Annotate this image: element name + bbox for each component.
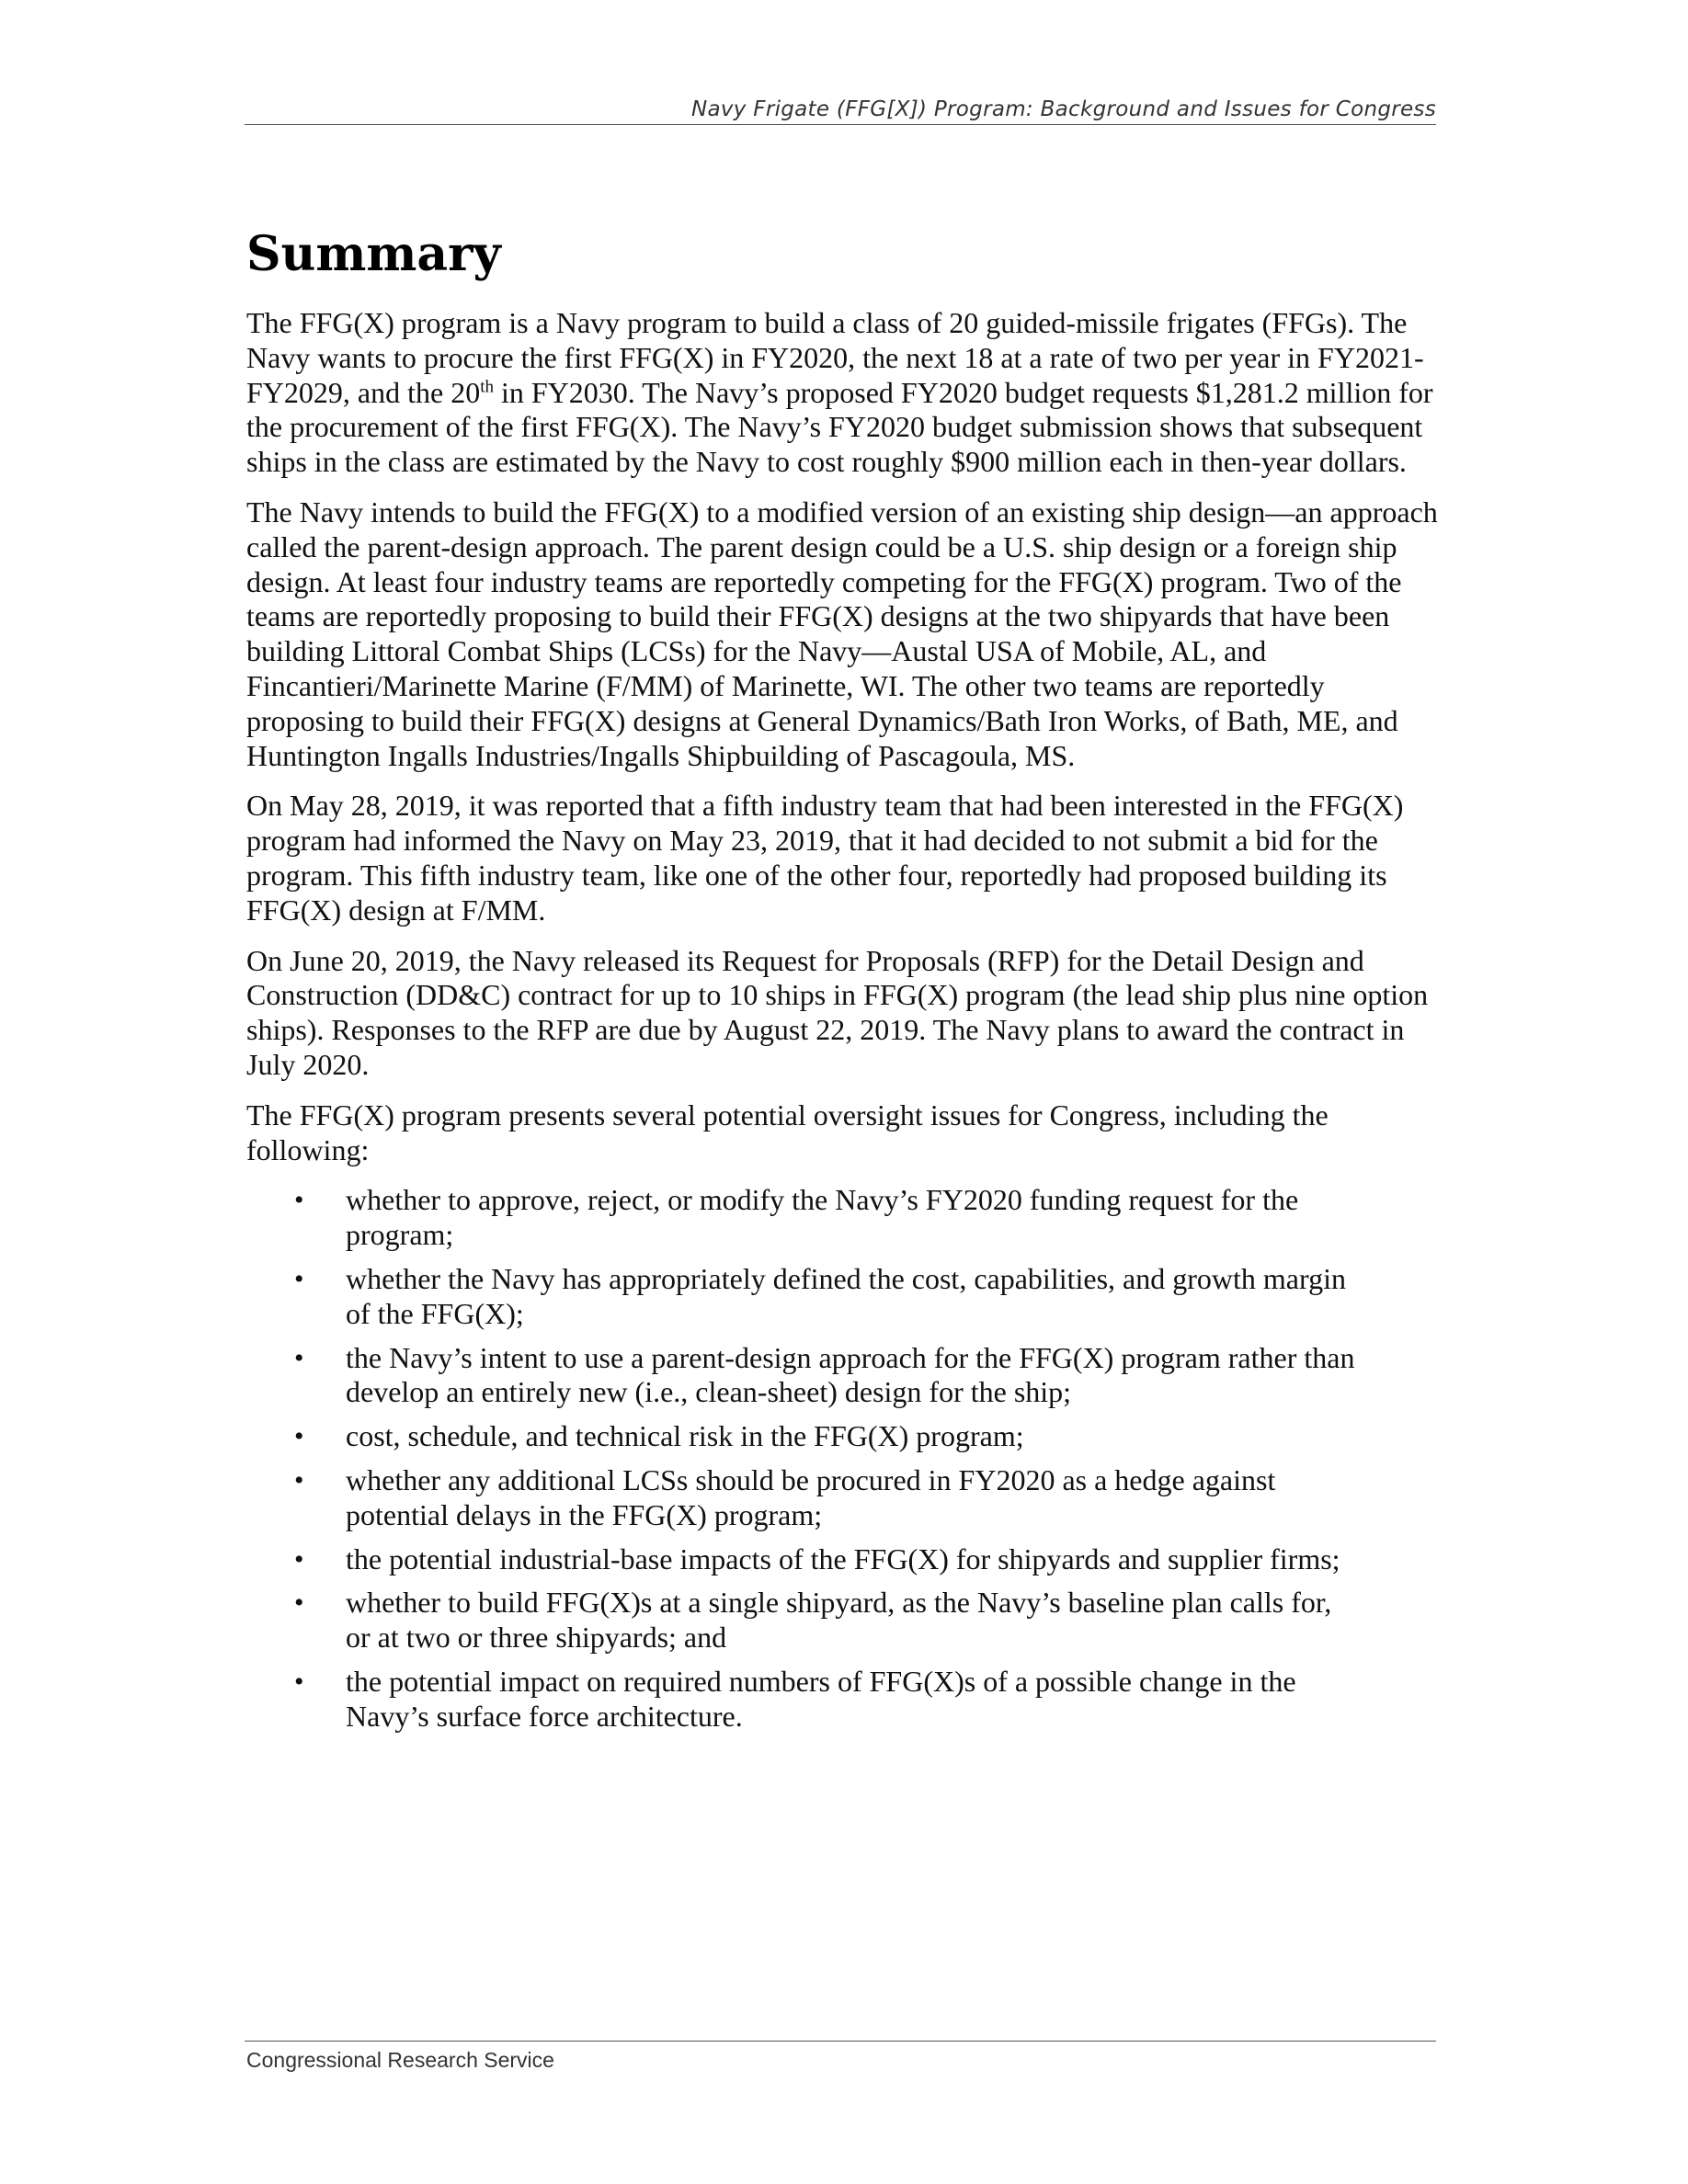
bullet-marker: • (294, 1342, 304, 1373)
ordinal-superscript: th (480, 376, 494, 396)
list-item-text: whether to approve, reject, or modify the Navy’s FY2020 funding request for the program; (346, 1183, 1299, 1252)
list-item (246, 1419, 1357, 1454)
list-item (246, 1341, 1357, 1411)
list-item-text: whether any additional LCSs should be procured in FY2020 as a hedge against potential delays in the FFG(X) program; (346, 1462, 1276, 1531)
bullet-marker: • (294, 1464, 304, 1496)
summary-body (246, 306, 1442, 1743)
list-item-text: whether to build FFG(X)s at a single shipyard, as the Navy’s baseline plan calls for, or at two or three shipyards; and (346, 1586, 1332, 1655)
list-item (246, 1542, 1357, 1577)
list-item (246, 1665, 1357, 1735)
paragraph-2: The Navy intends to build the FFG(X) to a modified version of an existing ship design—an approach called the parent-design approach. The parent design could be a U.S. ship design or a foreign ship design. At least four industry teams are reportedly competing for the FFG(X) program. Two of the teams are reportedly proposing to build their FFG(X) designs at the two shipyards that have been building Littoral Combat Ships (LCSs) for the Navy—Austal USA of Mobile, AL, and Fincantieri/Marinette Marine (F/MM) of Marinette, WI. The other two teams are reportedly proposing to build their FFG(X) designs at General Dynamics/Bath Iron Works, of Bath, ME, and Huntington Ingalls Industries/Ingalls Shipbuilding of Pascagoula, MS. (246, 495, 1438, 772)
oversight-issues-list (246, 1183, 1442, 1734)
bullet-marker: • (294, 1421, 304, 1452)
list-item-text: cost, schedule, and technical risk in the FFG(X) program; (346, 1419, 1024, 1453)
list-item (246, 1183, 1357, 1253)
running-header-title: Navy Frigate (FFG[X]) Program: Background and Issues for Congress (690, 97, 1436, 121)
header-divider (245, 124, 1436, 125)
bullet-marker: • (294, 1666, 304, 1697)
paragraph-4: On June 20, 2019, the Navy released its Request for Proposals (RFP) for the Detail Design and Construction (DD&C) contract for up to 10 ships in FFG(X) program (the lead ship plus nine option ships). Responses to the RFP are due by August 22, 2019. The Navy plans to award the contract in July 2020. (246, 943, 1429, 1081)
paragraph-3: On May 28, 2019, it was reported that a fifth industry team that had been interested in the FFG(X) program had informed the Navy on May 23, 2019, that it had decided to not submit a bid for the program. This fifth industry team, like one of the other four, reportedly had proposed building its FFG(X) design at F/MM. (246, 789, 1404, 927)
list-item-text: whether the Navy has appropriately defined the cost, capabilities, and growth margin of the FFG(X); (346, 1261, 1346, 1330)
list-item (246, 1262, 1357, 1332)
list-item-text: the potential impact on required numbers of FFG(X)s of a possible change in the Navy’s surface force architecture. (346, 1664, 1296, 1733)
section-title: Summary (246, 226, 501, 282)
list-item-text: the Navy’s intent to use a parent-design approach for the FFG(X) program rather than develop an entirely new (i.e., clean-sheet) design for the ship; (346, 1340, 1355, 1409)
paragraph-5: The FFG(X) program presents several potential oversight issues for Congress, including the following: (246, 1098, 1329, 1166)
paragraph-1-text-start: The FFG(X) program is a Navy program to build a class of 20 guided-missile frigates (FFGs). The Navy wants to procure the first FFG(X) in FY2020, the next 18 at a rate of two per year in FY2021-FY2029, and the 20 (246, 306, 1424, 409)
paragraph-1 (246, 306, 1442, 480)
footer-organization: Congressional Research Service (246, 2048, 554, 2072)
bullet-marker: • (294, 1185, 304, 1216)
list-item (246, 1586, 1357, 1655)
list-item (246, 1463, 1357, 1533)
bullet-marker: • (294, 1543, 304, 1575)
bullet-marker: • (294, 1587, 304, 1619)
paragraph-1-text-end: in FY2030. The Navy’s proposed FY2020 budget requests $1,281.2 million for the procurement of the first FFG(X). The Navy’s FY2020 budget submission shows that subsequent ships in the class are estimated by the Navy to cost roughly $900 million each in then-year dollars. (246, 375, 1433, 479)
footer-divider (245, 2041, 1436, 2042)
list-item-text: the potential industrial-base impacts of the FFG(X) for shipyards and supplier firms; (346, 1541, 1340, 1575)
bullet-marker: • (294, 1263, 304, 1294)
